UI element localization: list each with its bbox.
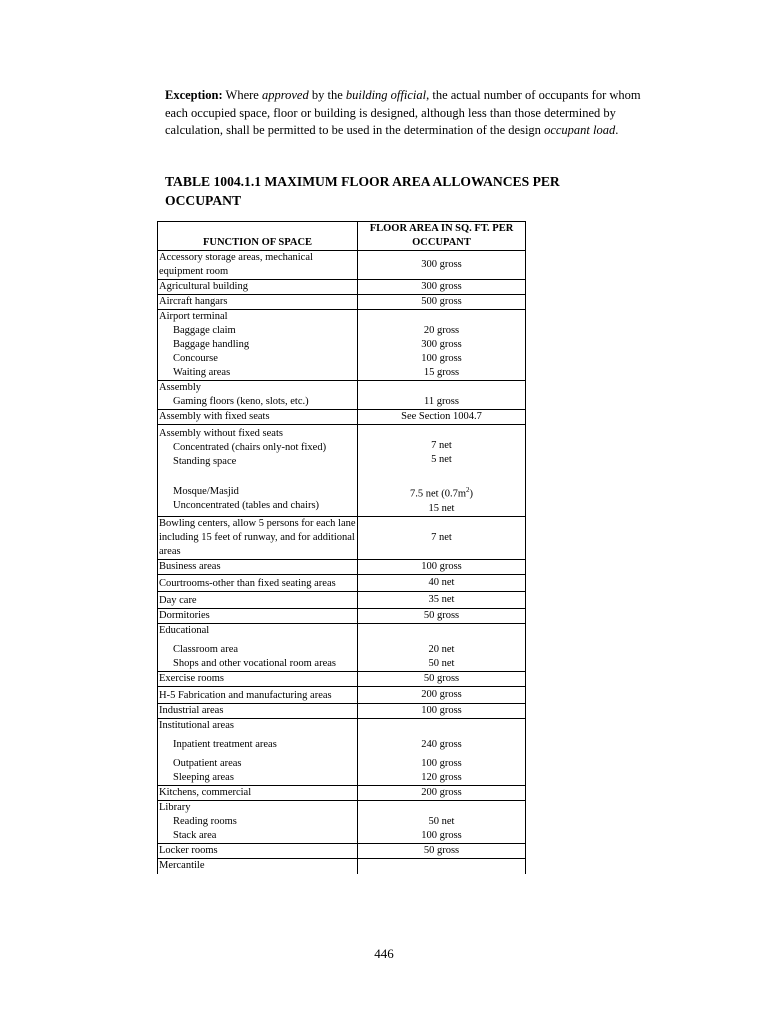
exception-text: by the [308, 88, 346, 102]
row-values-assembly-without [358, 425, 526, 517]
table-row [158, 800, 526, 843]
row-label-mercantile: Mercantile [158, 858, 358, 874]
row-label-classroom: Classroom area [173, 643, 239, 655]
exception-text: . [615, 123, 619, 137]
page-number: 446 [374, 946, 394, 961]
row-label-industrial: Industrial areas [158, 703, 358, 718]
row-value-shops: 50 net [428, 657, 455, 669]
row-label-concentrated: Concentrated (chairs only-not fixed) [173, 442, 327, 454]
floor-area-table [157, 221, 526, 874]
row-label-standing: Standing space [173, 456, 237, 468]
row-group-institutional [158, 718, 358, 785]
table-row [158, 251, 526, 280]
row-label-assembly-without: Assembly without fixed seats [159, 428, 283, 440]
table-row [158, 591, 526, 608]
row-label-airport: Airport terminal [159, 311, 228, 322]
row-value-inpatient: 240 gross [421, 738, 462, 750]
row-label-institutional: Institutional areas [159, 719, 234, 731]
row-label-educational: Educational [159, 624, 210, 636]
table-row [158, 559, 526, 574]
table-row [158, 574, 526, 591]
row-values-assembly [358, 381, 526, 410]
table-row [158, 858, 526, 874]
row-label-shops: Shops and other vocational room areas [173, 657, 336, 669]
exception-text: Where [222, 88, 262, 102]
row-value-agricultural: 300 gross [358, 280, 526, 295]
row-value-assembly-fixed: See Section 1004.7 [358, 410, 526, 425]
table-row [158, 703, 526, 718]
row-value-classroom: 20 net [428, 643, 455, 655]
row-group-assembly-without [158, 425, 358, 517]
table-row [158, 843, 526, 858]
table-row [158, 410, 526, 425]
row-value-concentrated: 7 net [431, 440, 452, 451]
row-value-accessory: 300 gross [358, 251, 526, 280]
row-value-unconcentrated: 15 net [428, 502, 455, 514]
table-row [158, 310, 526, 381]
row-value-locker: 50 gross [358, 843, 526, 858]
row-label-gaming-floors: Gaming floors (keno, slots, etc.) [173, 396, 309, 407]
row-value-concourse: 100 gross [421, 353, 462, 364]
row-value-industrial: 100 gross [358, 703, 526, 718]
exception-term-occupant-load: occupant load [544, 123, 616, 137]
table-row [158, 623, 526, 671]
row-values-library [358, 800, 526, 843]
row-label-business: Business areas [158, 559, 358, 574]
row-values-airport [358, 310, 526, 381]
table-row [158, 295, 526, 310]
row-group-library [158, 800, 358, 843]
row-label-inpatient: Inpatient treatment areas [173, 738, 277, 750]
row-label-bowling: Bowling centers, allow 5 persons for each lane including 15 feet of runway, and for additional areas [158, 516, 358, 559]
row-value-daycare: 35 net [358, 591, 526, 608]
row-value-reading: 50 net [428, 815, 455, 827]
row-label-agricultural: Agricultural building [158, 280, 358, 295]
row-value-exercise: 50 gross [358, 671, 526, 686]
row-label-aircraft: Aircraft hangars [158, 295, 358, 310]
row-value-outpatient: 100 gross [421, 757, 462, 769]
row-label-outpatient: Outpatient areas [173, 757, 242, 769]
row-label-accessory: Accessory storage areas, mechanical equipment room [158, 251, 358, 280]
row-label-assembly-fixed: Assembly with fixed seats [158, 410, 358, 425]
row-label-assembly: Assembly [159, 382, 201, 393]
row-label-kitchens: Kitchens, commercial [158, 785, 358, 800]
row-value-dormitories: 50 gross [358, 608, 526, 623]
row-label-locker: Locker rooms [158, 843, 358, 858]
row-value-standing: 5 net [431, 454, 452, 465]
row-value-courtrooms: 40 net [358, 574, 526, 591]
row-value-business: 100 gross [358, 559, 526, 574]
row-label-dormitories: Dormitories [158, 608, 358, 623]
row-label-exercise: Exercise rooms [158, 671, 358, 686]
row-value-aircraft: 500 gross [358, 295, 526, 310]
table-row [158, 686, 526, 703]
table-row [158, 381, 526, 410]
exception-term-building-official: building official [345, 88, 427, 102]
header-floor-area: FLOOR AREA IN SQ. FT. PER OCCUPANT [358, 222, 526, 251]
row-values-institutional [358, 718, 526, 785]
row-value-kitchens: 200 gross [358, 785, 526, 800]
row-value-sleeping: 120 gross [421, 771, 462, 783]
table-row [158, 608, 526, 623]
row-group-airport [158, 310, 358, 381]
row-value-mercantile [358, 858, 526, 874]
row-value-mosque: 7.5 net $(0.7m^2)$ [410, 486, 473, 500]
row-value-h5: 200 gross [358, 686, 526, 703]
row-label-daycare: Day care [158, 591, 358, 608]
row-label-sleeping: Sleeping areas [173, 771, 234, 783]
row-label-courtrooms: Courtrooms-other than fixed seating areas [158, 574, 358, 591]
row-label-stack: Stack area [173, 829, 217, 841]
row-label-h5: H-5 Fabrication and manufacturing areas [158, 686, 358, 703]
row-label-mosque: Mosque/Masjid [173, 486, 239, 498]
row-label-waiting-areas: Waiting areas [173, 367, 231, 378]
row-label-library: Library [159, 801, 191, 813]
exception-label: Exception: [165, 88, 223, 102]
row-label-baggage-claim: Baggage claim [173, 325, 236, 336]
row-label-reading: Reading rooms [173, 815, 237, 827]
table-row [158, 718, 526, 785]
row-value-stack: 100 gross [421, 829, 462, 841]
row-label-unconcentrated: Unconcentrated (tables and chairs) [173, 500, 320, 512]
table-row [158, 671, 526, 686]
row-label-concourse: Concourse [173, 353, 218, 364]
row-value-baggage-claim: 20 gross [423, 325, 460, 336]
row-value-bowling: 7 net [358, 516, 526, 559]
row-values-educational [358, 623, 526, 671]
table-row [158, 425, 526, 517]
row-group-assembly [158, 381, 358, 410]
table-row [158, 280, 526, 295]
table-row [158, 516, 526, 559]
exception-term-approved: approved [261, 88, 309, 102]
row-group-educational [158, 623, 358, 671]
exception-paragraph [165, 87, 645, 140]
table-header-row [158, 222, 526, 251]
table-row [158, 785, 526, 800]
row-value-gaming-floors: 11 gross [424, 396, 459, 407]
row-label-baggage-handling: Baggage handling [173, 339, 250, 350]
row-value-baggage-handling: 300 gross [421, 339, 462, 350]
row-value-waiting-areas: 15 gross [423, 367, 460, 378]
header-function-of-space: FUNCTION OF SPACE [158, 222, 358, 251]
table-title: TABLE 1004.1.1 MAXIMUM FLOOR AREA ALLOWANCES PER OCCUPANT [165, 174, 560, 208]
exception-text: , the actual number of occupants for whom each occupied space, floor or building is designed, although less than those determined by calculation, shall be permitted to be used in the determination of the design [165, 88, 641, 137]
